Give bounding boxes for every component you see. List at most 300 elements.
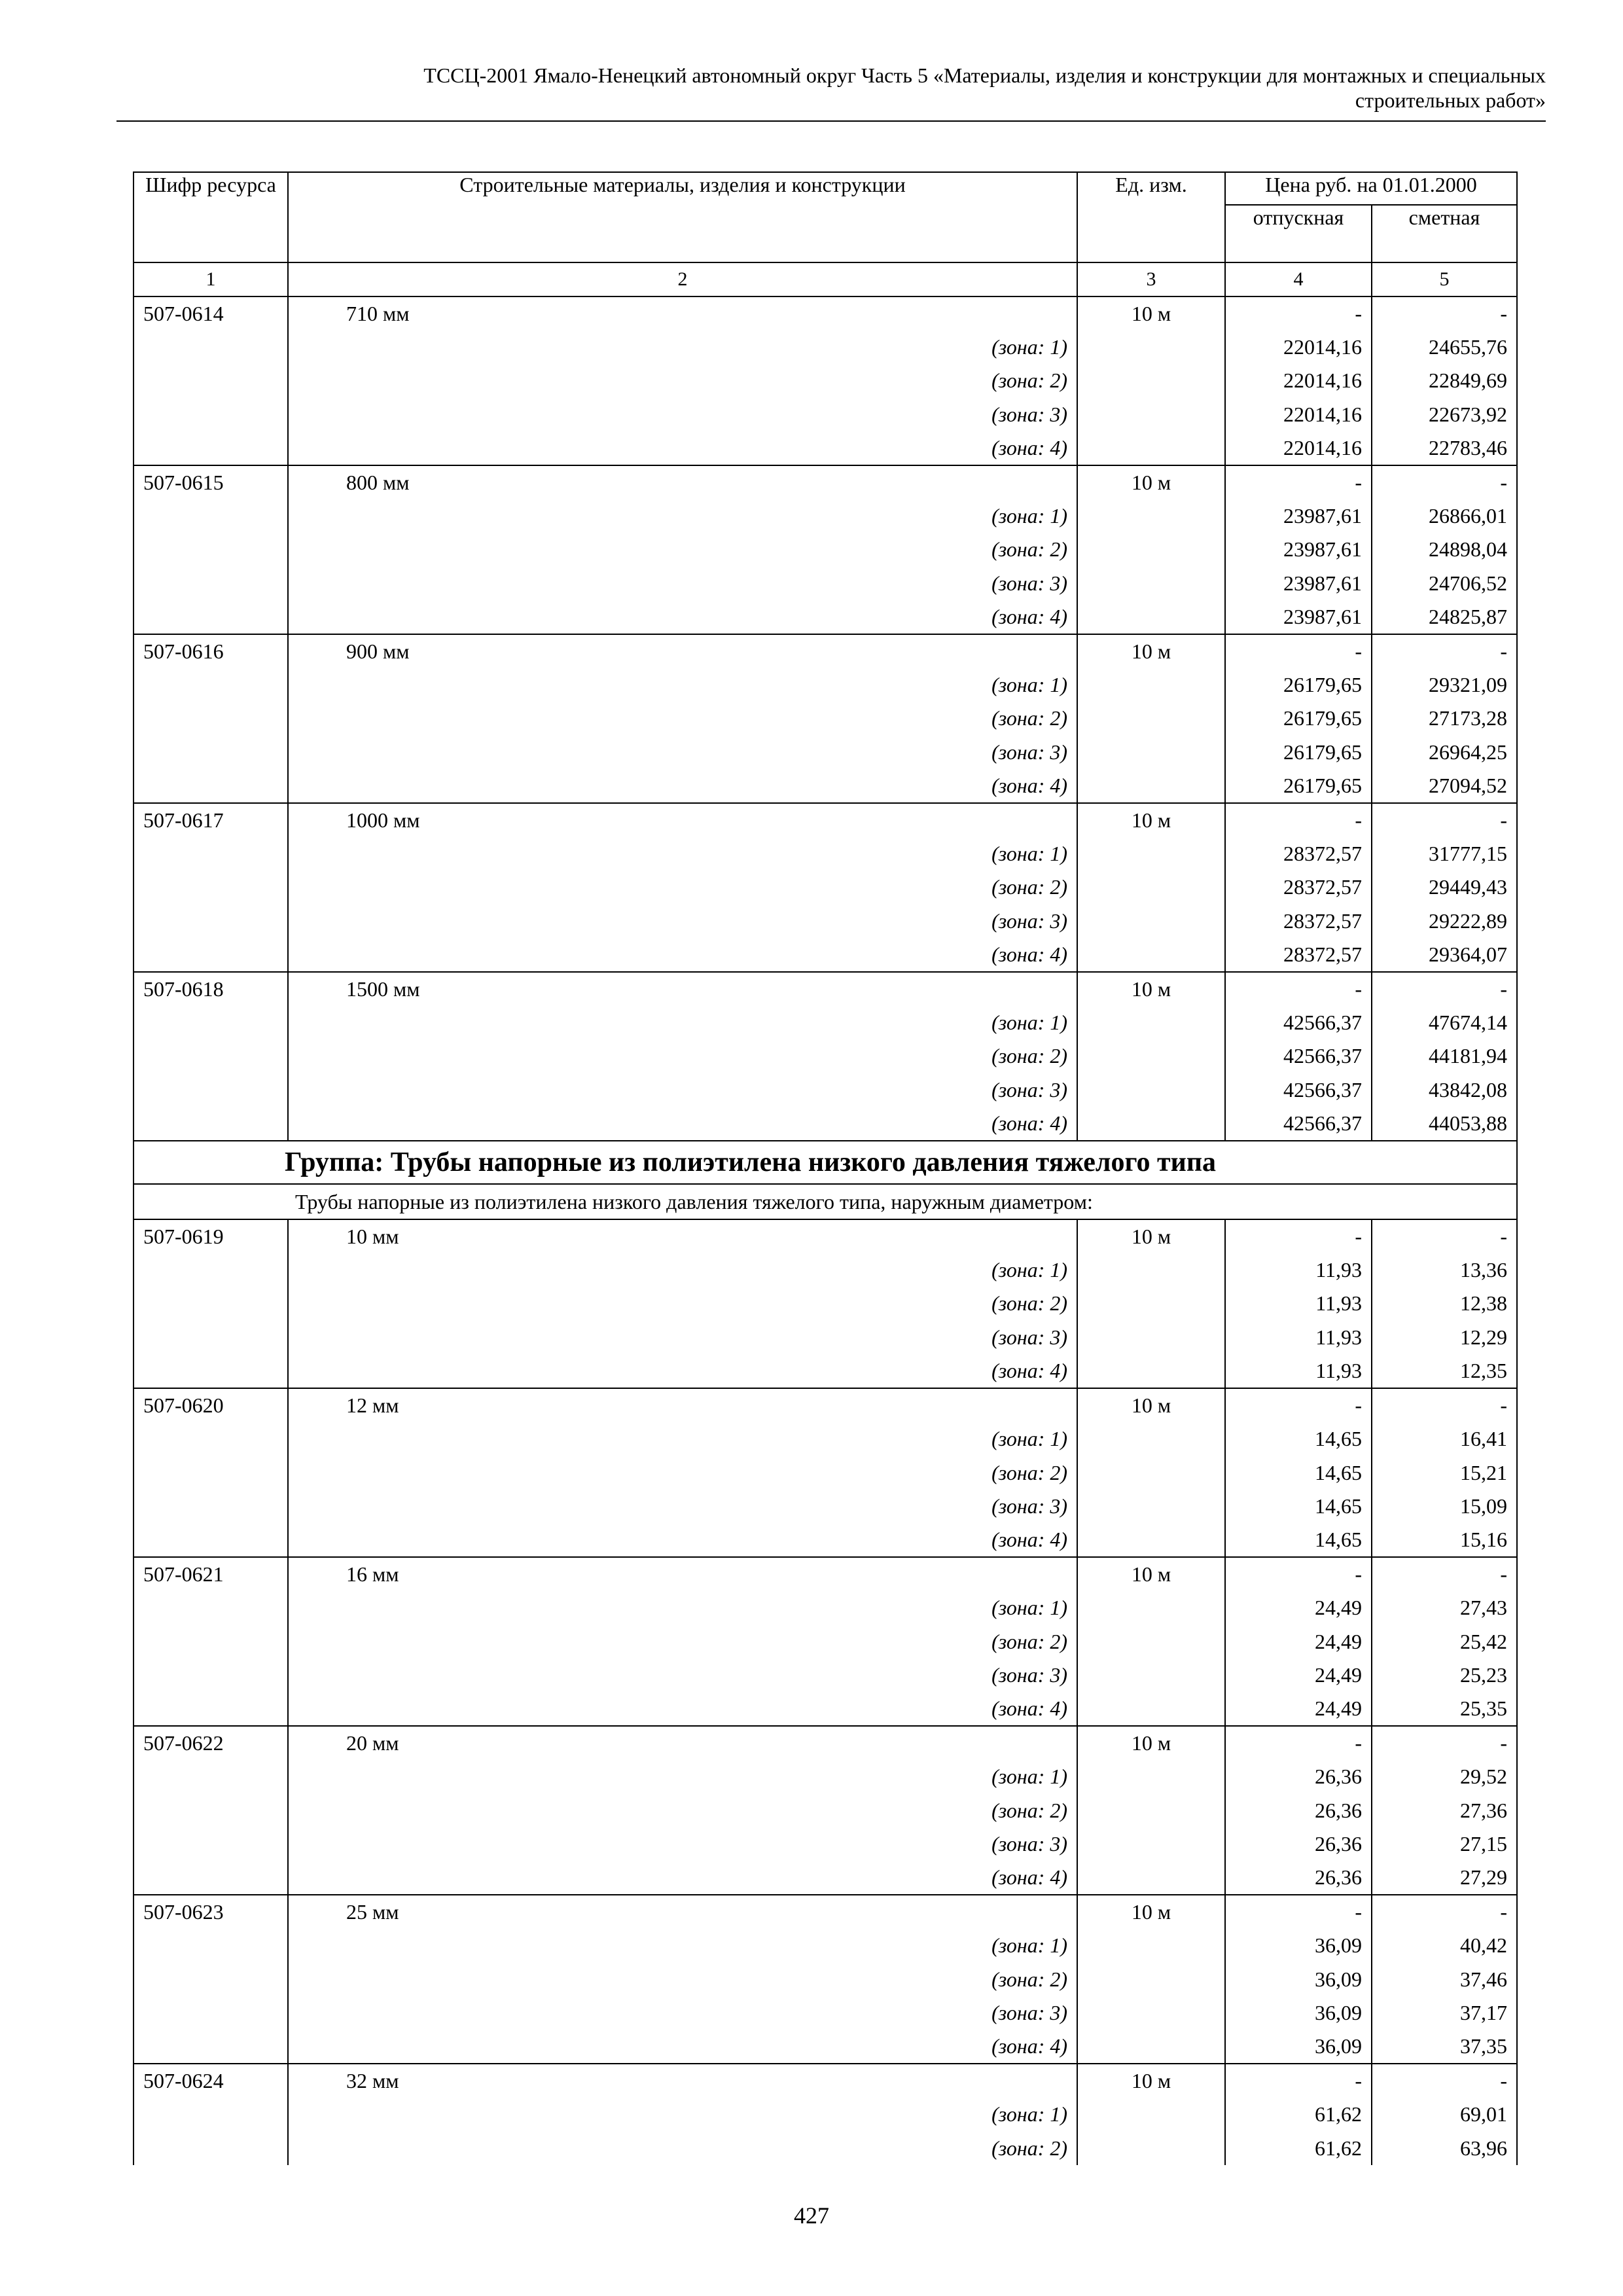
zone-row (134, 702, 1517, 735)
empty-cell (1077, 1039, 1225, 1073)
table-row (134, 1557, 1517, 1591)
table-row (134, 1726, 1517, 1760)
column-header-code: Шифр ресурса (134, 172, 288, 262)
release-price: 26,36 (1225, 1827, 1372, 1861)
zone-label-text: (зона: 2) (991, 1044, 1067, 1068)
release-price: 22014,16 (1225, 331, 1372, 364)
estimate-price: 12,29 (1372, 1321, 1517, 1354)
estimate-price: 25,23 (1372, 1659, 1517, 1692)
zone-row (134, 499, 1517, 533)
estimate-price: 44181,94 (1372, 1039, 1517, 1073)
resource-code: 507-0617 (134, 803, 288, 837)
release-price: 36,09 (1225, 1996, 1372, 2030)
zone-label (288, 1827, 1077, 1861)
zone-row (134, 2098, 1517, 2131)
estimate-price: - (1372, 803, 1517, 837)
release-price: 36,09 (1225, 2030, 1372, 2064)
material-name (288, 803, 1077, 837)
material-name (288, 1895, 1077, 1929)
empty-cell (1077, 1861, 1225, 1895)
column-number: 2 (288, 262, 1077, 296)
zone-label-text: (зона: 2) (991, 1460, 1067, 1484)
empty-cell (1077, 702, 1225, 735)
zone-row (134, 769, 1517, 803)
zone-label-text: (зона: 2) (991, 2136, 1067, 2160)
zone-label-text: (зона: 3) (991, 908, 1067, 933)
empty-cell (1077, 905, 1225, 938)
release-price: 26179,65 (1225, 736, 1372, 769)
empty-cell (1077, 1523, 1225, 1557)
empty-cell (134, 1659, 288, 1692)
empty-cell (134, 2030, 288, 2064)
empty-cell (134, 1760, 288, 1793)
zone-label-text: (зона: 4) (991, 773, 1067, 797)
unit: 10 м (1077, 296, 1225, 331)
estimate-price: 27,15 (1372, 1827, 1517, 1861)
zone-row (134, 1827, 1517, 1861)
material-name-text: 12 мм (346, 1393, 399, 1418)
empty-cell (1077, 2132, 1225, 2165)
release-price: 22014,16 (1225, 364, 1372, 397)
unit: 10 м (1077, 1219, 1225, 1253)
empty-cell (134, 837, 288, 870)
zone-label-text: (зона: 2) (991, 1798, 1067, 1822)
empty-cell (1077, 1073, 1225, 1107)
column-number-row (134, 262, 1517, 296)
release-price: 61,62 (1225, 2098, 1372, 2131)
estimate-price: 16,41 (1372, 1422, 1517, 1456)
empty-cell (1077, 1659, 1225, 1692)
table-row (134, 1219, 1517, 1253)
unit: 10 м (1077, 1726, 1225, 1760)
release-price: 36,09 (1225, 1963, 1372, 1996)
zone-row (134, 1006, 1517, 1039)
unit: 10 м (1077, 634, 1225, 668)
table-row (134, 1895, 1517, 1929)
unit: 10 м (1077, 1388, 1225, 1422)
empty-cell (1077, 1996, 1225, 2030)
estimate-price: 25,42 (1372, 1625, 1517, 1659)
group-title: Группа: Трубы напорные из полиэтилена низкого давления тяжелого типа (134, 1141, 1517, 1184)
empty-cell (1077, 1929, 1225, 1962)
unit: 10 м (1077, 465, 1225, 499)
empty-cell (134, 1861, 288, 1895)
release-price: 11,93 (1225, 1253, 1372, 1287)
release-price: - (1225, 1388, 1372, 1422)
empty-cell (134, 1794, 288, 1827)
estimate-price: 25,35 (1372, 1692, 1517, 1726)
release-price: 42566,37 (1225, 1073, 1372, 1107)
empty-cell (1077, 431, 1225, 465)
empty-cell (134, 364, 288, 397)
column-header-estimate: сметная (1372, 205, 1517, 262)
release-price: 14,65 (1225, 1490, 1372, 1523)
estimate-price: 29222,89 (1372, 905, 1517, 938)
release-price: 23987,61 (1225, 533, 1372, 566)
zone-label (288, 1692, 1077, 1726)
release-price: 24,49 (1225, 1591, 1372, 1624)
zone-label-text: (зона: 4) (991, 942, 1067, 966)
release-price: 28372,57 (1225, 870, 1372, 904)
zone-row (134, 331, 1517, 364)
estimate-price: 47674,14 (1372, 1006, 1517, 1039)
table-row (134, 972, 1517, 1006)
empty-cell (1077, 2030, 1225, 2064)
empty-cell (1077, 1490, 1225, 1523)
empty-cell (134, 1996, 288, 2030)
zone-label (288, 533, 1077, 566)
material-name-text: 10 мм (346, 1225, 399, 1249)
zone-row (134, 1794, 1517, 1827)
zone-row (134, 1625, 1517, 1659)
empty-cell (134, 905, 288, 938)
zone-label (288, 1354, 1077, 1388)
empty-cell (1077, 1591, 1225, 1624)
material-name-text: 1000 мм (346, 808, 420, 833)
table-row (134, 634, 1517, 668)
material-name-text: 16 мм (346, 1562, 399, 1587)
resource-code: 507-0615 (134, 465, 288, 499)
zone-label (288, 431, 1077, 465)
zone-label (288, 1073, 1077, 1107)
zone-label (288, 1456, 1077, 1490)
zone-label-text: (зона: 2) (991, 368, 1067, 393)
material-name (288, 2064, 1077, 2098)
zone-label (288, 837, 1077, 870)
zone-label (288, 2098, 1077, 2131)
empty-cell (1077, 1253, 1225, 1287)
zone-label-text: (зона: 4) (991, 1865, 1067, 1889)
material-name-text: 710 мм (346, 302, 410, 325)
empty-cell (1077, 1794, 1225, 1827)
release-price: 42566,37 (1225, 1039, 1372, 1073)
zone-label (288, 1963, 1077, 1996)
estimate-price: 27,29 (1372, 1861, 1517, 1895)
estimate-price: 15,21 (1372, 1456, 1517, 1490)
zone-row (134, 1456, 1517, 1490)
estimate-price: 63,96 (1372, 2132, 1517, 2165)
empty-cell (134, 1354, 288, 1388)
material-name (288, 1219, 1077, 1253)
empty-cell (134, 1006, 288, 1039)
estimate-price: 22783,46 (1372, 431, 1517, 465)
release-price: 28372,57 (1225, 837, 1372, 870)
zone-row (134, 1321, 1517, 1354)
estimate-price: 29,52 (1372, 1760, 1517, 1793)
release-price: 26179,65 (1225, 769, 1372, 803)
zone-row (134, 1354, 1517, 1388)
header-line-1: ТССЦ-2001 Ямало-Ненецкий автономный округ Часть 5 «Материалы, изделия и конструкции для монтажных и специальных (423, 63, 1546, 87)
release-price: 14,65 (1225, 1456, 1372, 1490)
estimate-price: - (1372, 1895, 1517, 1929)
release-price: - (1225, 634, 1372, 668)
zone-label-text: (зона: 4) (991, 1111, 1067, 1135)
release-price: - (1225, 803, 1372, 837)
empty-cell (134, 1490, 288, 1523)
empty-cell (1077, 600, 1225, 634)
zone-label-text: (зона: 3) (991, 740, 1067, 764)
empty-cell (134, 431, 288, 465)
release-price: 26179,65 (1225, 668, 1372, 702)
release-price: 42566,37 (1225, 1006, 1372, 1039)
zone-row (134, 2030, 1517, 2064)
zone-label-text: (зона: 4) (991, 435, 1067, 459)
zone-label (288, 600, 1077, 634)
estimate-price: - (1372, 1726, 1517, 1760)
empty-cell (1077, 499, 1225, 533)
zone-row (134, 600, 1517, 634)
zone-label (288, 1287, 1077, 1320)
zone-row (134, 1692, 1517, 1726)
zone-label-text: (зона: 1) (991, 335, 1067, 359)
release-price: 14,65 (1225, 1523, 1372, 1557)
empty-cell (134, 600, 288, 634)
zone-row (134, 1996, 1517, 2030)
zone-label-text: (зона: 1) (991, 1933, 1067, 1958)
release-price: - (1225, 1726, 1372, 1760)
empty-cell (134, 2132, 288, 2165)
release-price: 24,49 (1225, 1625, 1372, 1659)
zone-label-text: (зона: 3) (991, 2000, 1067, 2024)
empty-cell (1077, 567, 1225, 600)
zone-label (288, 2132, 1077, 2165)
empty-cell (1077, 1321, 1225, 1354)
zone-label-text: (зона: 3) (991, 1077, 1067, 1102)
zone-label (288, 499, 1077, 533)
release-price: 24,49 (1225, 1659, 1372, 1692)
zone-row (134, 1287, 1517, 1320)
group-subtitle: Трубы напорные из полиэтилена низкого давления тяжелого типа, наружным диаметром: (134, 1184, 1517, 1219)
empty-cell (134, 938, 288, 972)
column-header-price: Цена руб. на 01.01.2000 (1225, 172, 1517, 205)
release-price: 36,09 (1225, 1929, 1372, 1962)
empty-cell (1077, 1760, 1225, 1793)
resource-code: 507-0620 (134, 1388, 288, 1422)
empty-cell (134, 1827, 288, 1861)
zone-label (288, 938, 1077, 972)
release-price: 61,62 (1225, 2132, 1372, 2165)
column-number: 4 (1225, 262, 1372, 296)
zone-row (134, 736, 1517, 769)
zone-label-text: (зона: 1) (991, 1011, 1067, 1035)
table-header (134, 172, 1517, 262)
zone-row (134, 905, 1517, 938)
empty-cell (1077, 1287, 1225, 1320)
resource-code: 507-0614 (134, 296, 288, 331)
release-price: 11,93 (1225, 1287, 1372, 1320)
table-row (134, 803, 1517, 837)
estimate-price: - (1372, 972, 1517, 1006)
resource-code: 507-0624 (134, 2064, 288, 2098)
empty-cell (1077, 364, 1225, 397)
empty-cell (134, 1253, 288, 1287)
zone-label (288, 567, 1077, 600)
zone-row (134, 431, 1517, 465)
unit: 10 м (1077, 972, 1225, 1006)
zone-label (288, 1006, 1077, 1039)
empty-cell (1077, 668, 1225, 702)
estimate-price: - (1372, 634, 1517, 668)
estimate-price: - (1372, 465, 1517, 499)
zone-label (288, 364, 1077, 397)
release-price: - (1225, 296, 1372, 331)
group-subtitle-row (134, 1184, 1517, 1219)
zone-row (134, 1107, 1517, 1141)
estimate-price: 26866,01 (1372, 499, 1517, 533)
zone-label (288, 1861, 1077, 1895)
estimate-price: 27173,28 (1372, 702, 1517, 735)
zone-label (288, 2030, 1077, 2064)
table-row (134, 2064, 1517, 2098)
zone-label-text: (зона: 1) (991, 1258, 1067, 1282)
zone-label (288, 1996, 1077, 2030)
release-price: - (1225, 1219, 1372, 1253)
zone-label-text: (зона: 1) (991, 1427, 1067, 1451)
empty-cell (134, 668, 288, 702)
empty-cell (1077, 938, 1225, 972)
resource-code: 507-0616 (134, 634, 288, 668)
zone-label (288, 1794, 1077, 1827)
estimate-price: 27,36 (1372, 1794, 1517, 1827)
zone-row (134, 1039, 1517, 1073)
zone-row (134, 1659, 1517, 1692)
zone-label-text: (зона: 1) (991, 2102, 1067, 2126)
zone-label-text: (зона: 1) (991, 673, 1067, 697)
zone-label (288, 1523, 1077, 1557)
resource-code: 507-0618 (134, 972, 288, 1006)
empty-cell (134, 702, 288, 735)
material-name-text: 900 мм (346, 639, 410, 664)
empty-cell (1077, 533, 1225, 566)
zone-row (134, 567, 1517, 600)
resource-code: 507-0621 (134, 1557, 288, 1591)
estimate-price: 26964,25 (1372, 736, 1517, 769)
estimate-price: 13,36 (1372, 1253, 1517, 1287)
zone-label-text: (зона: 3) (991, 1325, 1067, 1349)
zone-label-text: (зона: 3) (991, 1662, 1067, 1687)
resource-code: 507-0619 (134, 1219, 288, 1253)
zone-row (134, 938, 1517, 972)
material-name-text: 20 мм (346, 1731, 399, 1755)
zone-label (288, 1039, 1077, 1073)
estimate-price: 37,46 (1372, 1963, 1517, 1996)
empty-cell (134, 1625, 288, 1659)
release-price: 24,49 (1225, 1692, 1372, 1726)
zone-label-text: (зона: 3) (991, 571, 1067, 595)
zone-label-text: (зона: 2) (991, 706, 1067, 730)
empty-cell (1077, 1456, 1225, 1490)
release-price: 22014,16 (1225, 431, 1372, 465)
zone-row (134, 1073, 1517, 1107)
release-price: 23987,61 (1225, 600, 1372, 634)
empty-cell (134, 1287, 288, 1320)
zone-row (134, 533, 1517, 566)
table-row (134, 465, 1517, 499)
empty-cell (134, 1073, 288, 1107)
header-rule (116, 120, 1546, 122)
empty-cell (134, 1039, 288, 1073)
estimate-price: - (1372, 1388, 1517, 1422)
zone-label (288, 905, 1077, 938)
empty-cell (1077, 1827, 1225, 1861)
zone-label (288, 736, 1077, 769)
release-price: 23987,61 (1225, 499, 1372, 533)
column-number: 5 (1372, 262, 1517, 296)
estimate-price: - (1372, 1557, 1517, 1591)
estimate-price: 24825,87 (1372, 600, 1517, 634)
zone-label-text: (зона: 2) (991, 1291, 1067, 1316)
empty-cell (134, 1523, 288, 1557)
release-price: 11,93 (1225, 1321, 1372, 1354)
price-table (133, 171, 1518, 2165)
material-name (288, 465, 1077, 499)
zone-row (134, 1490, 1517, 1523)
zone-label-text: (зона: 2) (991, 537, 1067, 562)
zone-label (288, 1760, 1077, 1793)
column-number: 1 (134, 262, 288, 296)
empty-cell (134, 1422, 288, 1456)
estimate-price: 22673,92 (1372, 398, 1517, 431)
column-header-name: Строительные материалы, изделия и конструкции (288, 172, 1077, 262)
empty-cell (1077, 1107, 1225, 1141)
empty-cell (1077, 1006, 1225, 1039)
zone-label-text: (зона: 4) (991, 1696, 1067, 1720)
release-price: 14,65 (1225, 1422, 1372, 1456)
empty-cell (1077, 870, 1225, 904)
zone-label (288, 398, 1077, 431)
estimate-price: 40,42 (1372, 1929, 1517, 1962)
material-name (288, 1557, 1077, 1591)
empty-cell (134, 736, 288, 769)
empty-cell (1077, 1625, 1225, 1659)
zone-label (288, 668, 1077, 702)
zone-row (134, 870, 1517, 904)
zone-label (288, 1625, 1077, 1659)
empty-cell (134, 1591, 288, 1624)
header-line-2: строительных работ» (1355, 88, 1546, 112)
empty-cell (134, 1692, 288, 1726)
estimate-price: 24655,76 (1372, 331, 1517, 364)
zone-label (288, 1591, 1077, 1624)
zone-label (288, 1422, 1077, 1456)
zone-label-text: (зона: 4) (991, 1358, 1067, 1382)
column-number: 3 (1077, 262, 1225, 296)
group-title-row (134, 1141, 1517, 1184)
empty-cell (1077, 769, 1225, 803)
column-header-release: отпускная (1225, 205, 1372, 262)
zone-label (288, 1321, 1077, 1354)
zone-label (288, 769, 1077, 803)
estimate-price: 44053,88 (1372, 1107, 1517, 1141)
estimate-price: 29321,09 (1372, 668, 1517, 702)
empty-cell (134, 2098, 288, 2131)
empty-cell (1077, 2098, 1225, 2131)
zone-label-text: (зона: 3) (991, 402, 1067, 426)
empty-cell (134, 769, 288, 803)
zone-row (134, 1523, 1517, 1557)
empty-cell (134, 499, 288, 533)
zone-label (288, 1253, 1077, 1287)
zone-row (134, 1422, 1517, 1456)
estimate-price: 37,17 (1372, 1996, 1517, 2030)
release-price: - (1225, 2064, 1372, 2098)
zone-label-text: (зона: 3) (991, 1494, 1067, 1518)
estimate-price: 24706,52 (1372, 567, 1517, 600)
zone-row (134, 837, 1517, 870)
material-name (288, 296, 1077, 331)
estimate-price: 43842,08 (1372, 1073, 1517, 1107)
release-price: 23987,61 (1225, 567, 1372, 600)
